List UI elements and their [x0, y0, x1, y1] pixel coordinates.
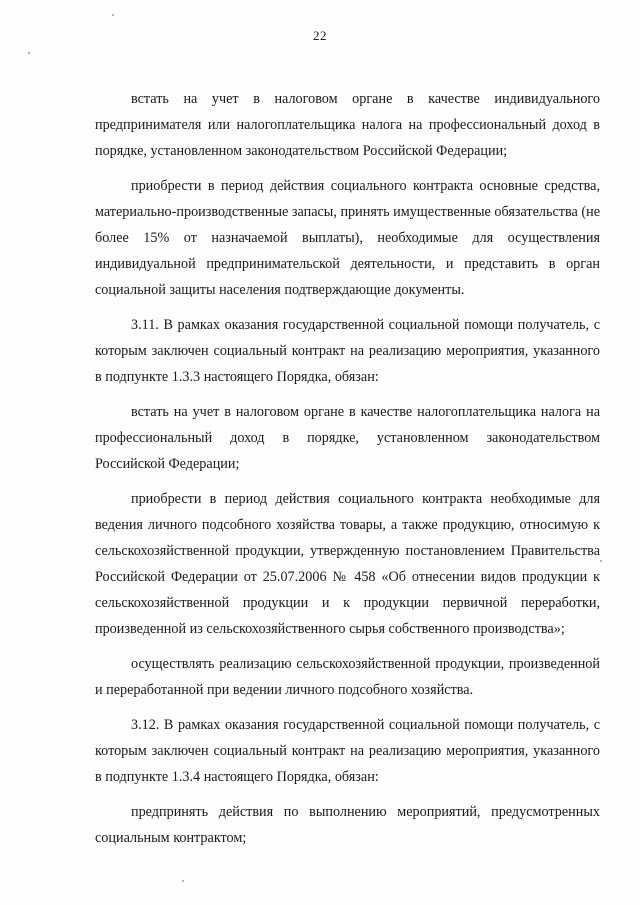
- paragraph-acquire-assets: приобрести в период действия социального контракта основные средства, материально-производственные запасы, принять имущественные обязательства (не более 15% от назначаемой выплаты), необходимые для осуществления индивидуальной предпринимательской деятельности, и представить в орган социальной защиты населения подтверждающие документы.: [95, 178, 600, 298]
- scan-speck: [182, 880, 184, 882]
- paragraph-clause-3-12: 3.12. В рамках оказания государственной социальной помощи получатель, с которым заключен социальный контракт на реализацию мероприятия, указанного в подпункте 1.3.4 настоящего Порядка, обязан:: [95, 717, 600, 785]
- paragraph-sell-produce: осуществлять реализацию сельскохозяйственной продукции, произведенной и переработанной при ведении личного подсобного хозяйства.: [95, 656, 600, 698]
- scan-speck: [28, 52, 30, 54]
- paragraph-register-entrepreneur: встать на учет в налоговом органе в качестве индивидуального предпринимателя или налогоплательщика налога на профессиональный доход в порядке, установленном законодательством Российской Федерации;: [95, 91, 600, 159]
- document-body: [95, 86, 600, 851]
- paragraph-take-actions: предпринять действия по выполнению мероприятий, предусмотренных социальным контрактом;: [95, 804, 600, 846]
- scan-speck: [600, 560, 602, 562]
- page-number: 22: [313, 28, 327, 43]
- paragraph-clause-3-11: 3.11. В рамках оказания государственной социальной помощи получатель, с которым заключен социальный контракт на реализацию мероприятия, указанного в подпункте 1.3.3 настоящего Порядка, обязан:: [95, 317, 600, 385]
- paragraph-register-self-employed: встать на учет в налоговом органе в качестве налогоплательщика налога на профессиональный доход в порядке, установленном законодательством Российской Федерации;: [95, 404, 600, 472]
- scan-speck: [112, 14, 114, 16]
- paragraph-acquire-farm-goods: приобрести в период действия социального контракта необходимые для ведения личного подсобного хозяйства товары, а также продукцию, относимую к сельскохозяйственной продукции, утвержденную постановлением Правительства Российской Федерации от 25.07.2006 № 458 «Об отнесении видов продукции к сельскохозяйственной продукции и к продукции первичной переработки, произведенной из сельскохозяйственного сырья собственного производства»;: [95, 491, 600, 637]
